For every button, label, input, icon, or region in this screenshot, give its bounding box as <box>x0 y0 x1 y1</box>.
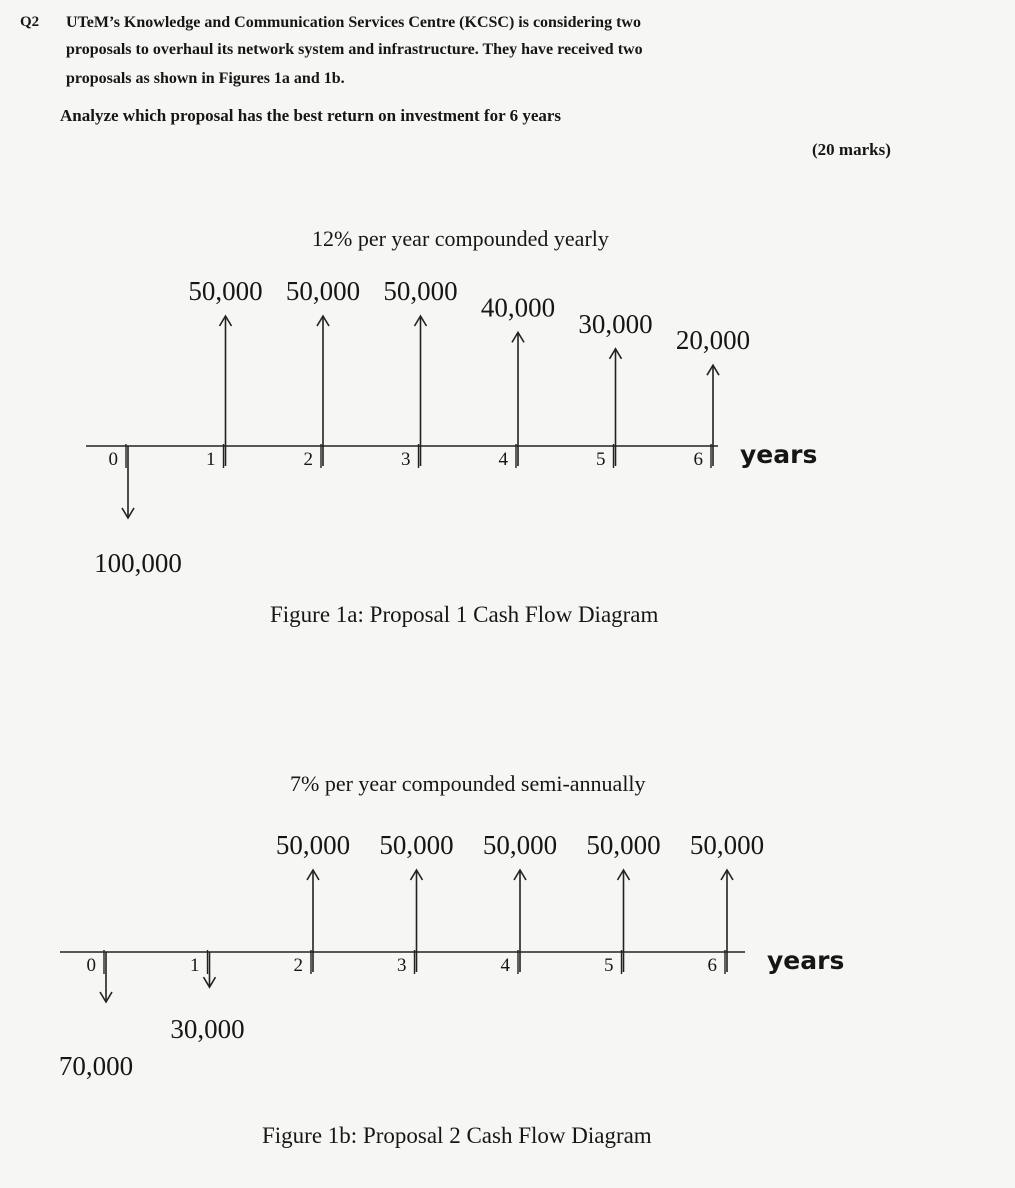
figure-1b-outflow-label-0: 70,000 <box>58 1051 134 1081</box>
figure-1b-period-label-4: 4 <box>500 955 510 976</box>
figure-1a-inflow-label-2: 50,000 <box>285 276 361 306</box>
figure-1a-axis-label: years <box>740 440 818 469</box>
figure-1b-period-label-5: 5 <box>604 955 614 976</box>
figure-1b-period-label-0: 0 <box>86 955 96 976</box>
figure-1b-inflow-label-4: 50,000 <box>482 830 558 860</box>
figure-1a-caption: Figure 1a: Proposal 1 Cash Flow Diagram <box>270 602 659 627</box>
figure-1b-inflow-label-5: 50,000 <box>586 830 661 860</box>
figure-1a-inflow-label-6: 20,000 <box>675 325 751 356</box>
figure-1b-cash-flow-diagram <box>0 820 1015 1100</box>
figure-1b-outflow-label-1: 30,000 <box>170 1014 245 1044</box>
question-number: Q2 <box>20 14 40 30</box>
figure-1b-period-label-2: 2 <box>293 955 303 976</box>
figure-1b-period-label-3: 3 <box>397 955 407 976</box>
figure-1a-inflow-label-1: 50,000 <box>188 276 263 306</box>
question-line-2: proposals to overhaul its network system and infrastructure. They have received two <box>66 41 643 58</box>
figure-1b-inflow-label-6: 50,000 <box>689 830 765 860</box>
figure-1a-period-label-4: 4 <box>498 449 508 470</box>
figure-1a-period-label-2: 2 <box>303 449 313 470</box>
question-instruction: Analyze which proposal has the best return on investment for 6 years <box>60 106 562 125</box>
figure-1a-inflow-label-3: 50,000 <box>383 276 458 306</box>
figure-1b-inflow-label-3: 50,000 <box>379 830 454 860</box>
figure-1a-period-label-1: 1 <box>206 449 216 470</box>
figure-1a-rate: 12% per year compounded yearly <box>312 226 609 251</box>
marks-label: (20 marks) <box>812 140 891 159</box>
figure-1b-axis-label: years <box>767 946 845 975</box>
figure-1b-period-label-6: 6 <box>707 955 717 976</box>
figure-1a-period-label-5: 5 <box>596 449 606 470</box>
figure-1a-inflow-label-5: 30,000 <box>578 308 653 339</box>
figure-1b-caption: Figure 1b: Proposal 2 Cash Flow Diagram <box>262 1123 652 1148</box>
figure-1b-rate: 7% per year compounded semi-annually <box>290 771 646 796</box>
figure-1a-outflow-label-0: 100,000 <box>94 548 182 578</box>
figure-1b-inflow-label-2: 50,000 <box>275 830 351 860</box>
figure-1b-period-label-1: 1 <box>190 955 200 976</box>
figure-1a-inflow-label-4: 40,000 <box>480 292 556 323</box>
figure-1a-cash-flow-diagram <box>0 270 1015 590</box>
question-line-3: proposals as shown in Figures 1a and 1b. <box>66 70 345 87</box>
figure-1a-period-label-0: 0 <box>108 449 118 470</box>
question-line-1: UTeM’s Knowledge and Communication Services Centre (KCSC) is considering two <box>66 14 641 31</box>
figure-1a-period-label-6: 6 <box>693 449 703 470</box>
figure-1a-period-label-3: 3 <box>401 449 411 470</box>
